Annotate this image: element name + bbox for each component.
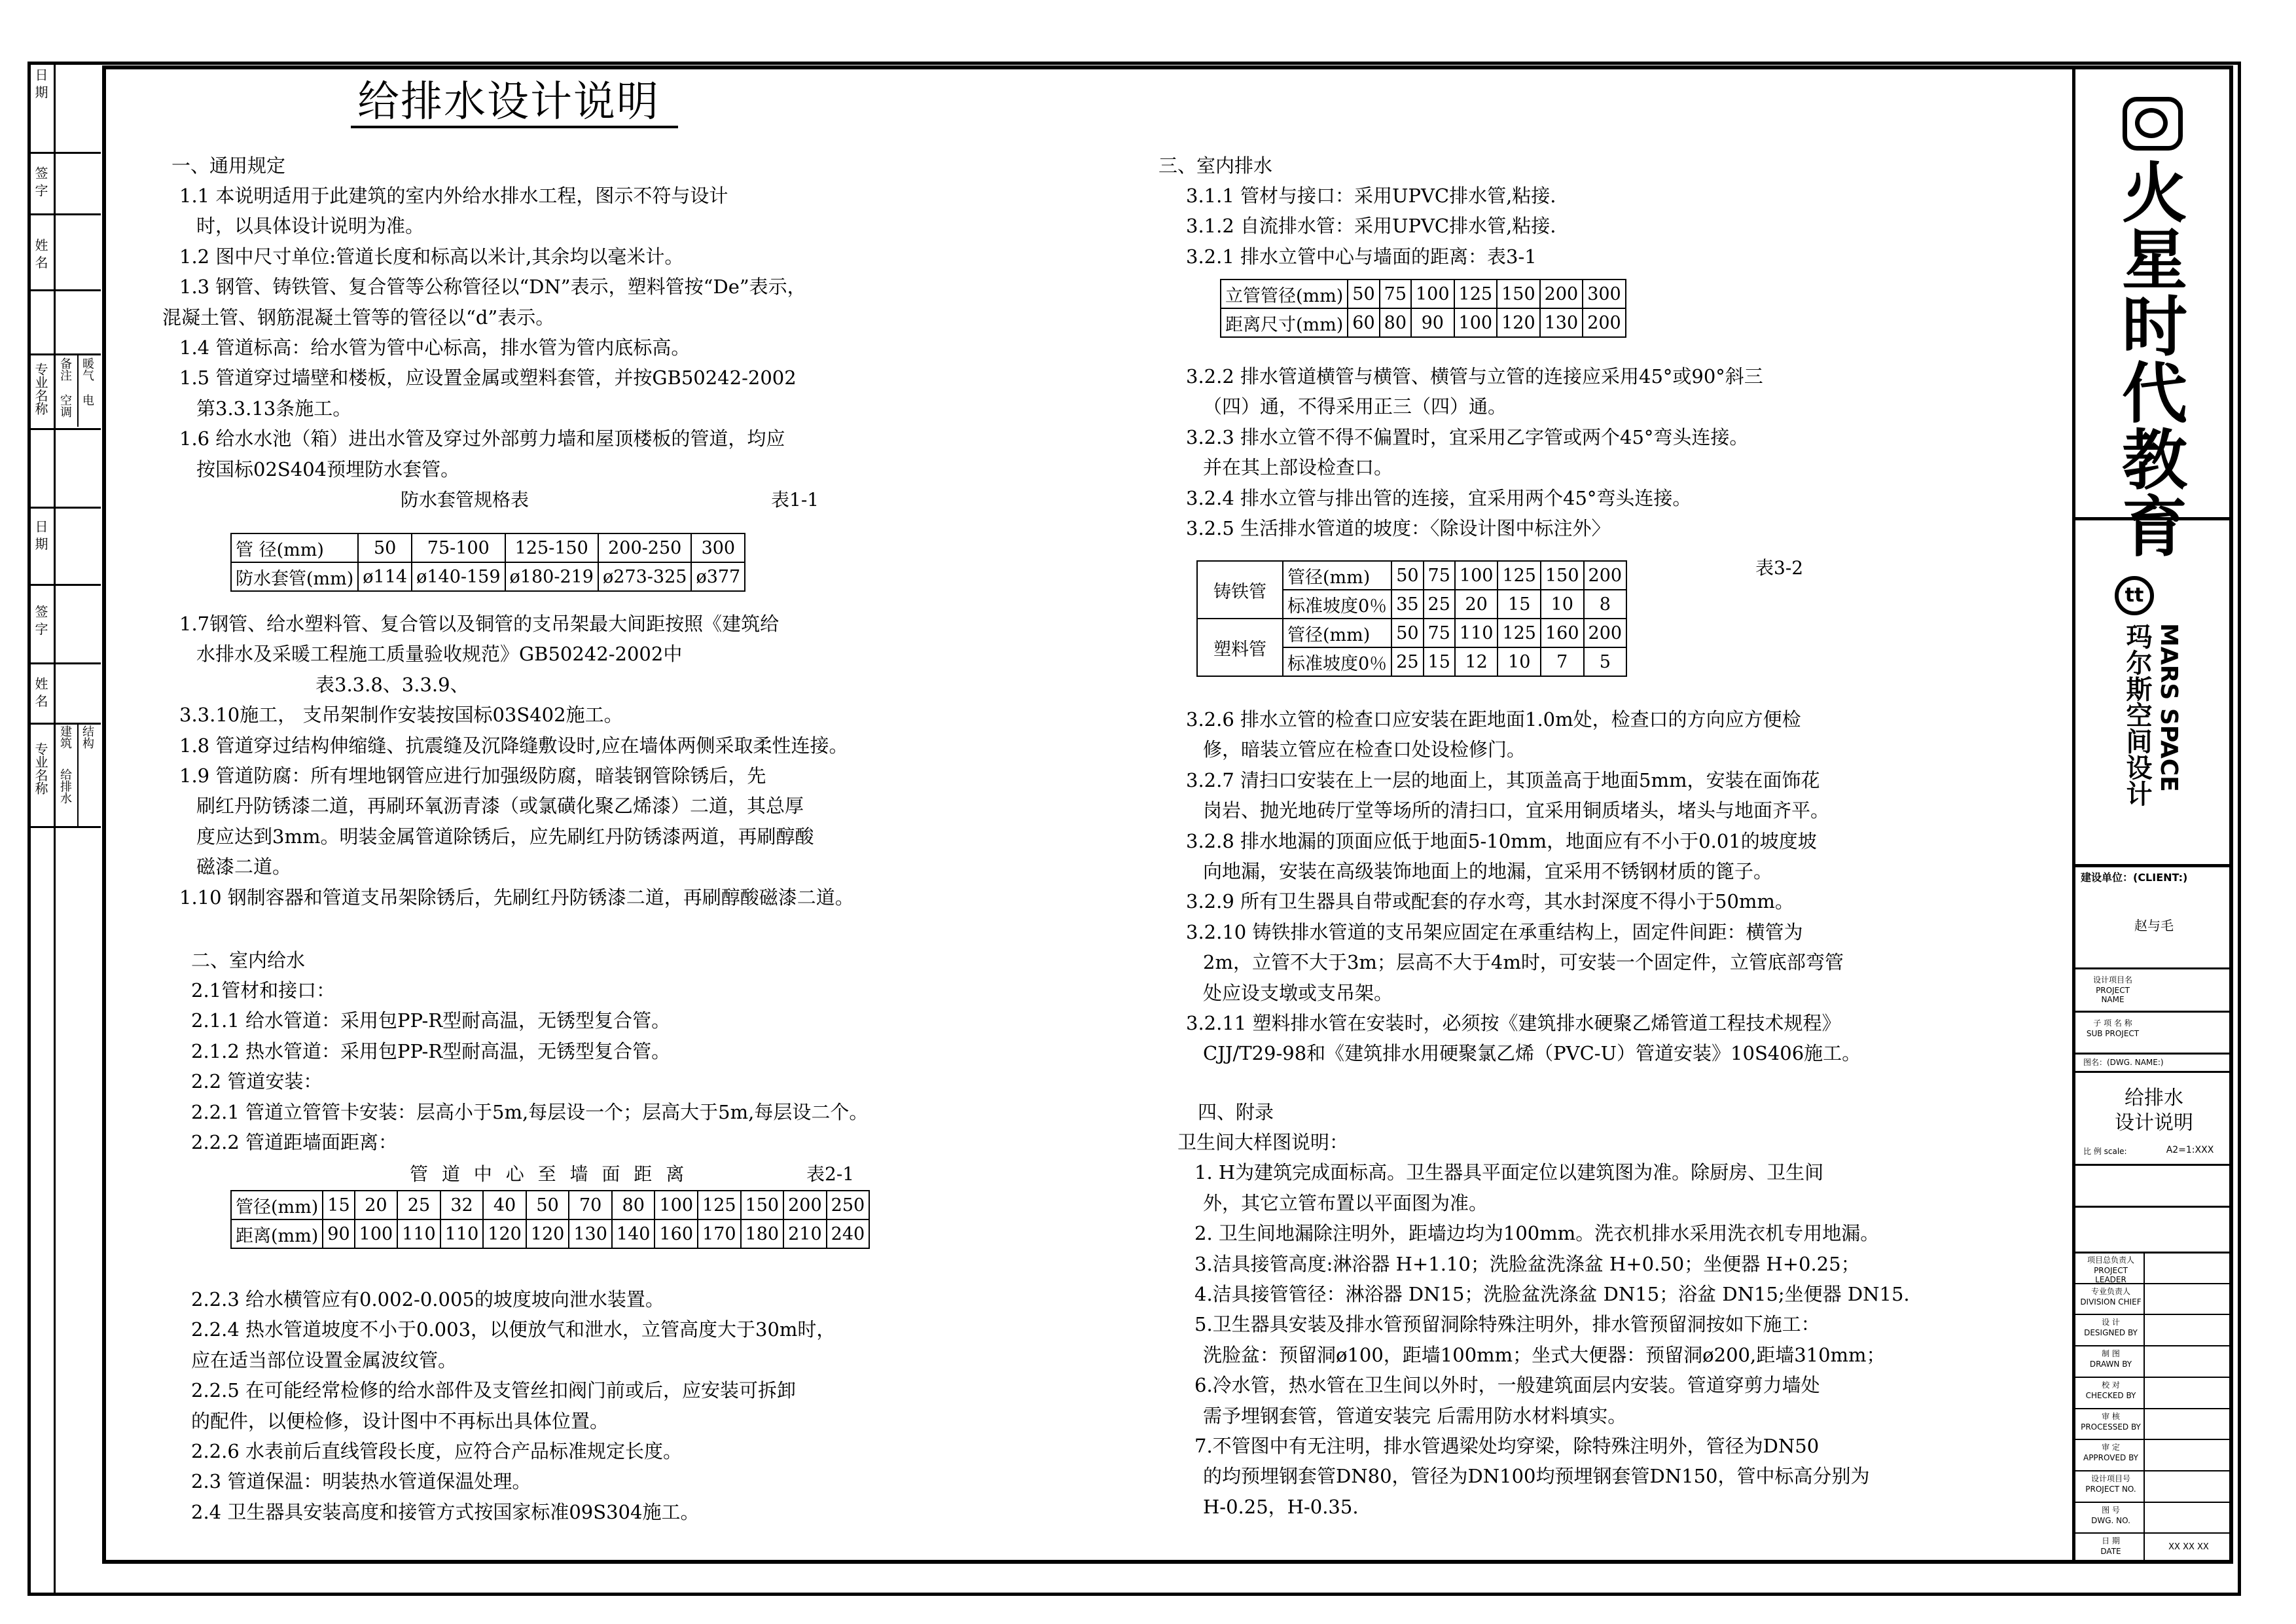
logo-mars-era-text: 火星时代教育 bbox=[2111, 158, 2187, 559]
table-cell: 160 bbox=[655, 1219, 698, 1248]
signoff-label-cn: 设 计 bbox=[2102, 1318, 2120, 1327]
table-cell: 180 bbox=[741, 1219, 784, 1248]
table-cell: 100 bbox=[655, 1191, 698, 1219]
table-cell: 50 bbox=[1391, 619, 1423, 647]
signoff-label-en: DRAWN BY bbox=[2089, 1360, 2132, 1369]
table-cell: 200 bbox=[1584, 561, 1627, 590]
table-cell: 80 bbox=[612, 1191, 655, 1219]
table-cell: 130 bbox=[1540, 308, 1583, 337]
strip-sign-2: 签 字 bbox=[33, 605, 48, 636]
section-2-body bbox=[191, 975, 868, 1157]
table-cell: 15 bbox=[323, 1191, 354, 1219]
client-label: 建设单位：(CLIENT:) bbox=[2081, 871, 2188, 884]
section-1-heading: 一、通用规定 bbox=[171, 154, 286, 177]
text-line: 向地漏，安装在高级装饰地面上的地漏，宜采用不锈钢材质的篦子。 bbox=[1203, 859, 1773, 882]
table-2-number: 表2-1 bbox=[806, 1163, 855, 1185]
section-3-body-3 bbox=[1169, 704, 1861, 1069]
signoff-label-cn: 审 定 bbox=[2102, 1443, 2120, 1453]
text-line: 1.3 钢管、铸铁管、复合管等公称管径以“DN”表示，塑料管按“De”表示， bbox=[179, 276, 806, 298]
table-cell: 标准坡度0％ bbox=[1283, 647, 1391, 676]
table-cell: 管径(mm) bbox=[1283, 561, 1391, 590]
text-line: 按国标02S404预埋防水套管。 bbox=[196, 458, 460, 480]
table-cell: 125-150 bbox=[505, 533, 598, 562]
text-line: （四）通，不得采用正三（四）通。 bbox=[1203, 395, 1507, 418]
plastic-label: 塑料管 bbox=[1197, 619, 1283, 676]
text-line: 6.冷水管，热水管在卫生间以外时，一般建筑面层内安装。管道穿剪力墙处 bbox=[1194, 1374, 1820, 1397]
text-line: 5.卫生器具安装及排水管预留洞除特殊注明外，排水管预留洞按如下施工： bbox=[1194, 1313, 1820, 1336]
table-waterproof-sleeve bbox=[230, 533, 745, 592]
text-line: 2.4 卫生器具安装高度和接管方式按国家标准09S304施工。 bbox=[191, 1500, 700, 1523]
table-cell: ø180-219 bbox=[505, 562, 598, 591]
text-line: 3.2.1 排水立管中心与墙面的距离：表3-1 bbox=[1186, 245, 1537, 268]
logo-mars-space-cn: 玛尔斯空间设计 bbox=[2122, 623, 2152, 806]
text-line: 3.1.2 自流排水管：采用UPVC排水管,粘接. bbox=[1186, 215, 1556, 238]
signoff-label-en: PROJECT NO. bbox=[2085, 1484, 2136, 1494]
text-line: 2.2.1 管道立管管卡安装：层高小于5m,每层设一个；层高大于5m,每层设二个。 bbox=[191, 1100, 869, 1123]
table-cell: 200 bbox=[783, 1191, 827, 1219]
text-line: 3.2.3 排水立管不得不偏置时，宜采用乙字管或两个45°弯头连接。 bbox=[1186, 425, 1749, 448]
table-32-number: 表3-2 bbox=[1755, 557, 1804, 579]
table-cell: 10 bbox=[1541, 590, 1584, 619]
text-line: 时，以具体设计说明为准。 bbox=[196, 215, 425, 238]
text-line: 第3.3.13条施工。 bbox=[196, 397, 352, 420]
text-line: 修，暗装立管应在检查口处设检修门。 bbox=[1203, 738, 1526, 761]
text-line: 的配件，以便检修，设计图中不再标出具体位置。 bbox=[191, 1409, 609, 1432]
table-drain-riser-distance bbox=[1220, 279, 1626, 338]
table-cell: 50 bbox=[1391, 561, 1423, 590]
table-cell: 150 bbox=[1541, 561, 1584, 590]
page-title: 给排水设计说明 bbox=[357, 78, 660, 126]
strip-specialty-1: 专业名称 bbox=[33, 363, 48, 415]
table-cell: 70 bbox=[569, 1191, 612, 1219]
signoff-label-en: DATE bbox=[2100, 1547, 2121, 1557]
text-line: 并在其上部设检查口。 bbox=[1203, 456, 1393, 479]
cast-iron-label: 铸铁管 bbox=[1197, 561, 1283, 619]
text-line: 1.10 钢制容器和管道支吊架除锈后，先刷红丹防锈漆二道，再刷醇酸磁漆二道。 bbox=[179, 886, 854, 909]
text-line: 3.2.10 铸铁排水管道的支吊架应固定在承重结构上，固定件间距：横管为 bbox=[1186, 920, 1803, 943]
drawing-name-label: 图名：(DWG. NAME:) bbox=[2083, 1058, 2164, 1067]
text-line: 表3.3.8、3.3.9、 bbox=[315, 673, 469, 696]
table-cell: 管径(mm) bbox=[231, 1191, 323, 1219]
text-line: 2.2.2 管道距墙面距离： bbox=[191, 1130, 398, 1153]
text-line: 2. 卫生间地漏除注明外，距墙边均为100mm。洗衣机排水采用洗衣机专用地漏。 bbox=[1194, 1222, 1880, 1245]
table-cell: 170 bbox=[698, 1219, 741, 1248]
project-name-en: PROJECT NAME bbox=[2096, 986, 2130, 1004]
text-line: 2.2 管道安装： bbox=[191, 1070, 323, 1093]
table-cell: 200-250 bbox=[598, 533, 691, 562]
strip-sub-remark: 备注 bbox=[58, 357, 72, 381]
text-line: 2.1.1 给水管道：采用包PP-R型耐高温，无锈型复合管。 bbox=[191, 1009, 671, 1032]
text-line: 岗岩、抛光地砖厅堂等场所的清扫口，宜采用铜质堵头，堵头与地面齐平。 bbox=[1203, 799, 1830, 822]
drawing-name-line-1: 给排水 bbox=[2125, 1087, 2183, 1110]
text-line: 洗脸盆：预留洞ø100，距墙100mm；坐式大便器：预留洞ø200,距墙310mm； bbox=[1203, 1343, 1886, 1366]
signoff-label-cn: 图 号 bbox=[2102, 1505, 2120, 1515]
table-cell: 200 bbox=[1584, 619, 1627, 647]
table-cell: 100 bbox=[1455, 561, 1498, 590]
table-cell: 100 bbox=[1411, 280, 1454, 308]
table-cell: 20 bbox=[1455, 590, 1498, 619]
table-drain-slope bbox=[1196, 560, 1627, 677]
table-cell: 20 bbox=[355, 1191, 398, 1219]
table-cell: ø273-325 bbox=[598, 562, 691, 591]
table-cell: 35 bbox=[1391, 590, 1423, 619]
section-4-heading: 四、附录 bbox=[1198, 1101, 1274, 1123]
table-cell: 130 bbox=[569, 1219, 612, 1248]
section-1-body-2 bbox=[162, 609, 854, 912]
table-cell: 90 bbox=[323, 1219, 354, 1248]
table-cell: 10 bbox=[1498, 647, 1541, 676]
text-line: 2.2.5 在可能经常检修的给水部件及支管丝扣阀门前或后，应安装可拆卸 bbox=[191, 1379, 797, 1402]
table-cell: 125 bbox=[698, 1191, 741, 1219]
table-cell: 100 bbox=[355, 1219, 398, 1248]
sub-project-en: SUB PROJECT bbox=[2086, 1029, 2140, 1038]
table-cell: 140 bbox=[612, 1219, 655, 1248]
title-underline bbox=[351, 126, 678, 128]
sub-project-cn: 子 项 名 称 bbox=[2093, 1019, 2132, 1028]
table-cell: 120 bbox=[483, 1219, 526, 1248]
table-cell: 50 bbox=[526, 1191, 569, 1219]
table-cell: 110 bbox=[440, 1219, 484, 1248]
table-cell: 125 bbox=[1498, 561, 1541, 590]
signoff-label-en: PROJECT LEADER bbox=[2094, 1266, 2128, 1284]
table-cell: 7 bbox=[1541, 647, 1584, 676]
logo-mars-space-en: MARS SPACE bbox=[2155, 623, 2182, 792]
table-cell: 110 bbox=[397, 1219, 440, 1248]
text-line: 混凝土管、钢筋混凝土管等的管径以“d”表示。 bbox=[162, 306, 555, 329]
table-cell: 300 bbox=[691, 533, 745, 562]
text-line: 1.8 管道穿过结构伸缩缝、抗震缝及沉降缝敷设时,应在墙体两侧采取柔性连接。 bbox=[179, 734, 848, 757]
text-line: 1.4 管道标高：给水管为管中心标高，排水管为管内底标高。 bbox=[179, 336, 691, 359]
section-2-heading: 二、室内给水 bbox=[191, 949, 306, 971]
table-cell: 120 bbox=[526, 1219, 569, 1248]
strip-name-2: 姓 名 bbox=[33, 677, 48, 708]
table-cell: 15 bbox=[1424, 647, 1455, 676]
table-cell: 125 bbox=[1498, 619, 1541, 647]
table-cell: 25 bbox=[1424, 590, 1455, 619]
text-line: 1.5 管道穿过墙壁和楼板，应设置金属或塑料套管，并按GB50242-2002 bbox=[179, 367, 797, 389]
text-line: 1.7钢管、给水塑料管、复合管以及铜管的支吊架最大间距按照《建筑给 bbox=[179, 613, 780, 635]
table-cell: 120 bbox=[1497, 308, 1540, 337]
table-cell: 100 bbox=[1454, 308, 1498, 337]
table-cell: 110 bbox=[1455, 619, 1498, 647]
text-line: 1.6 给水水池（箱）进出水管及穿过外部剪力墙和屋顶楼板的管道，均应 bbox=[179, 427, 785, 450]
table-cell: 75 bbox=[1380, 280, 1411, 308]
table-cell: ø140-159 bbox=[412, 562, 505, 591]
table-cell: 250 bbox=[827, 1191, 870, 1219]
signoff-label-cn: 校 对 bbox=[2102, 1380, 2120, 1390]
text-line: 度应达到3mm。明装金属管道除锈后，应先刷红丹防锈漆两道，再刷醇酸 bbox=[196, 825, 814, 848]
strip-sub-electric: 电 bbox=[81, 394, 94, 406]
table-cell: 管 径(mm) bbox=[231, 533, 358, 562]
table-pipe-wall-distance bbox=[230, 1190, 870, 1249]
text-line: 1.1 本说明适用于此建筑的室内外给水排水工程，图示不符与设计 bbox=[179, 185, 728, 207]
text-line: 2m，立管不大于3m；层高不大于4m时，可安装一个固定件，立管底部弯管 bbox=[1203, 951, 1844, 974]
section-3-heading: 三、室内排水 bbox=[1158, 154, 1273, 177]
text-line: 磁漆二道。 bbox=[196, 856, 292, 878]
table-cell: 160 bbox=[1541, 619, 1584, 647]
signoff-label-en: DESIGNED BY bbox=[2084, 1328, 2138, 1338]
text-line: 3.3.10施工， 支吊架制作安装按国标03S402施工。 bbox=[179, 704, 623, 727]
text-line: 应在适当部位设置金属波纹管。 bbox=[191, 1348, 457, 1371]
mars-era-logo-icon bbox=[2123, 97, 2183, 151]
signoff-label-en: APPROVED BY bbox=[2083, 1453, 2138, 1463]
scale-label: 比 例 scale: bbox=[2083, 1147, 2127, 1156]
text-line: 3.2.4 排水立管与排出管的连接，宜采用两个45°弯头连接。 bbox=[1186, 486, 1692, 509]
strip-specialty-2: 专业名称 bbox=[33, 742, 48, 795]
table-cell: 32 bbox=[440, 1191, 484, 1219]
table-cell: 75-100 bbox=[412, 533, 505, 562]
table-cell: 8 bbox=[1584, 590, 1627, 619]
title-block-signoff-rows bbox=[2075, 1252, 2233, 1564]
table-2-caption: 管 道 中 心 至 墙 面 距 离 bbox=[410, 1163, 689, 1185]
text-line: 刷红丹防锈漆二道，再刷环氧沥青漆（或氯磺化聚乙烯漆）二道，其总厚 bbox=[196, 795, 804, 818]
text-line: 水排水及采暖工程施工质量验收规范》GB50242-2002中 bbox=[196, 643, 683, 666]
text-line: H-0.25，H-0.35. bbox=[1203, 1495, 1359, 1518]
title-block bbox=[2072, 65, 2233, 1564]
text-line: CJJ/T29-98和《建筑排水用硬聚氯乙烯（PVC-U）管道安装》10S406施工。 bbox=[1203, 1042, 1861, 1065]
text-line: 1.2 图中尺寸单位:管道长度和标高以米计,其余均以毫米计。 bbox=[179, 245, 684, 268]
date-value: XX XX XX bbox=[2168, 1542, 2209, 1553]
text-line: 3.2.6 排水立管的检查口应安装在距地面1.0m处，检查口的方向应方便检 bbox=[1186, 708, 1801, 731]
text-line: 的均预埋钢套管DN80，管径为DN100均预埋钢套管DN150，管中标高分别为 bbox=[1203, 1465, 1870, 1488]
text-line: 处应设支墩或支吊架。 bbox=[1203, 981, 1393, 1004]
signoff-label-cn: 项目总负责人 bbox=[2087, 1255, 2134, 1265]
signoff-label-en: DWG. NO. bbox=[2091, 1515, 2130, 1525]
text-line: 3.2.5 生活排水管道的坡度：〈除设计图中标注外〉 bbox=[1186, 516, 1611, 539]
strip-sign-1: 签 字 bbox=[33, 166, 48, 197]
strip-sub-structure: 结构 bbox=[81, 725, 94, 749]
signoff-label-cn: 设计项目号 bbox=[2090, 1473, 2130, 1483]
table-cell: 200 bbox=[1540, 280, 1583, 308]
table-1-number: 表1-1 bbox=[771, 489, 819, 511]
table-cell: 管径(mm) bbox=[1283, 619, 1391, 647]
table-cell: 210 bbox=[783, 1219, 827, 1248]
strip-sub-plumbing: 给排水 bbox=[58, 768, 72, 804]
table-cell: 距离(mm) bbox=[231, 1219, 323, 1248]
table-cell: 25 bbox=[397, 1191, 440, 1219]
text-line: 4.洁具接管管径：淋浴器 DN15；洗脸盆洗涤盆 DN15；浴盆 DN15;坐便器 DN15. bbox=[1194, 1282, 1910, 1305]
project-name-cn: 设计项目名 bbox=[2092, 975, 2132, 984]
text-line: 卫生间大样图说明： bbox=[1177, 1131, 1349, 1153]
section-3-body-2 bbox=[1169, 361, 1763, 543]
table-cell: ø114 bbox=[358, 562, 412, 591]
strip-sub-hvac: 空调 bbox=[58, 394, 72, 418]
table-cell: 12 bbox=[1455, 647, 1498, 676]
signoff-label-en: DIVISION CHIEF bbox=[2080, 1297, 2142, 1307]
section-3-body bbox=[1169, 181, 1556, 272]
signoff-label-en: PROCESSED BY bbox=[2081, 1422, 2141, 1432]
table-cell: 200 bbox=[1583, 308, 1626, 337]
signoff-label-cn: 审 核 bbox=[2102, 1411, 2120, 1421]
table-cell: ø377 bbox=[691, 562, 745, 591]
text-line: 3.2.2 排水管道横管与横管、横管与立管的连接应采用45°或90°斜三 bbox=[1186, 365, 1763, 388]
table-cell: 90 bbox=[1411, 308, 1454, 337]
signoff-label-cn: 日 期 bbox=[2102, 1536, 2120, 1546]
table-cell: 25 bbox=[1391, 647, 1423, 676]
table-cell: 150 bbox=[1497, 280, 1540, 308]
text-line: 1. H为建筑完成面标高。卫生器具平面定位以建筑图为准。除厨房、卫生间 bbox=[1194, 1161, 1824, 1184]
text-line: 2.1.2 热水管道：采用包PP-R型耐高温，无锈型复合管。 bbox=[191, 1039, 671, 1062]
text-line: 3.洁具接管高度:淋浴器 H+1.10；洗脸盆洗涤盆 H+0.50；坐便器 H+0.25； bbox=[1194, 1252, 1860, 1275]
strip-sub-heating: 暖气 bbox=[81, 357, 94, 381]
text-line: 7.不管图中有无注明，排水管遇梁处均穿梁，除特殊注明外，管径为DN50 bbox=[1194, 1434, 1820, 1457]
text-line: 1.9 管道防腐：所有埋地钢管应进行加强级防腐，暗装钢管除锈后，先 bbox=[179, 764, 766, 787]
table-cell: 80 bbox=[1380, 308, 1411, 337]
text-line: 需予埋钢套管，管道安装完 后需用防水材料填实。 bbox=[1203, 1404, 1627, 1427]
table-cell: 50 bbox=[358, 533, 412, 562]
table-cell: 240 bbox=[827, 1219, 870, 1248]
signoff-label-cn: 专业负责人 bbox=[2090, 1286, 2130, 1296]
signoff-label-cn: 制 图 bbox=[2102, 1349, 2120, 1359]
table-cell: 75 bbox=[1424, 561, 1455, 590]
text-line: 2.2.4 热水管道坡度不小于0.003，以便放气和泄水，立管高度大于30m时， bbox=[191, 1318, 836, 1341]
table-cell: 防水套管(mm) bbox=[231, 562, 358, 591]
table-1-caption: 防水套管规格表 bbox=[401, 489, 529, 511]
table-cell: 125 bbox=[1454, 280, 1498, 308]
table-cell: 40 bbox=[483, 1191, 526, 1219]
table-cell: 60 bbox=[1348, 308, 1379, 337]
text-line: 2.3 管道保温：明装热水管道保温处理。 bbox=[191, 1470, 531, 1493]
text-line: 3.2.8 排水地漏的顶面应低于地面5-10mm，地面应有不小于0.01的坡度坡 bbox=[1186, 829, 1817, 852]
text-line: 3.1.1 管材与接口：采用UPVC排水管,粘接. bbox=[1186, 185, 1556, 207]
strip-date-2: 日 期 bbox=[33, 520, 48, 550]
table-cell: 立管管径(mm) bbox=[1221, 280, 1348, 308]
text-line: 外，其它立管布置以平面图为准。 bbox=[1203, 1191, 1488, 1214]
text-line: 3.2.7 清扫口安装在上一层的地面上，其顶盖高于地面5mm，安装在面饰花 bbox=[1186, 768, 1820, 791]
signature-strip bbox=[27, 62, 101, 1596]
text-line: 3.2.9 所有卫生器具自带或配套的存水弯，其水封深度不得小于50mm。 bbox=[1186, 890, 1794, 913]
section-4-body bbox=[1169, 1127, 1910, 1522]
mars-space-logo-icon: tt bbox=[2115, 576, 2154, 615]
table-cell: 50 bbox=[1348, 280, 1379, 308]
table-cell: 15 bbox=[1498, 590, 1541, 619]
strip-sub-arch: 建筑 bbox=[58, 725, 72, 749]
text-line: 2.1管材和接口： bbox=[191, 979, 336, 1001]
drawing-name-line-2: 设计说明 bbox=[2115, 1111, 2193, 1134]
strip-name-1: 姓 名 bbox=[33, 238, 48, 269]
scale-value: A2=1:XXX bbox=[2166, 1145, 2214, 1155]
text-line: 3.2.11 塑料排水管在安装时，必须按《建筑排水硬聚乙烯管道工程技术规程》 bbox=[1186, 1011, 1841, 1034]
table-cell: 标准坡度0％ bbox=[1283, 590, 1391, 619]
text-line: 2.2.3 给水横管应有0.002-0.005的坡度坡向泄水装置。 bbox=[191, 1288, 664, 1310]
section-1-body bbox=[162, 181, 806, 484]
table-cell: 75 bbox=[1424, 619, 1455, 647]
table-cell: 300 bbox=[1583, 280, 1626, 308]
signoff-label-en: CHECKED BY bbox=[2085, 1390, 2136, 1400]
table-cell: 距离尺寸(mm) bbox=[1221, 308, 1348, 337]
client-name: 赵与毛 bbox=[2134, 918, 2174, 933]
section-2-body-2 bbox=[191, 1284, 835, 1527]
table-cell: 150 bbox=[741, 1191, 784, 1219]
text-line: 2.2.6 水表前后直线管段长度，应符合产品标准规定长度。 bbox=[191, 1439, 683, 1462]
table-cell: 5 bbox=[1584, 647, 1627, 676]
strip-date-1: 日 期 bbox=[33, 68, 48, 99]
